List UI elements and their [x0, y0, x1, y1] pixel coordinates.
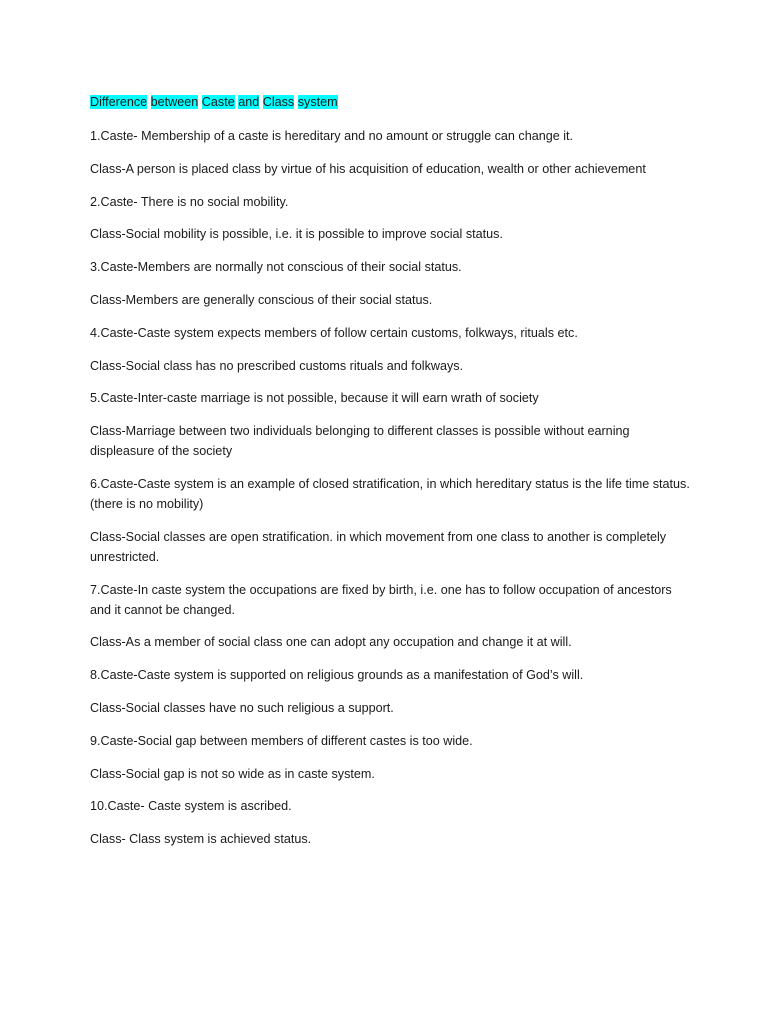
title-word: system [297, 95, 338, 109]
paragraph-caste-3: 3.Caste-Members are normally not conscious of their social status. [90, 260, 462, 275]
document-title [90, 93, 690, 111]
paragraph-caste-6: 6.Caste-Caste system is an example of closed stratification, in which hereditary status is the life time status.(there is no mobility) [90, 476, 690, 511]
title-word: between [150, 95, 199, 109]
paragraph-caste-9: 9.Caste-Social gap between members of different castes is too wide. [90, 733, 473, 748]
paragraph-class-9: Class-Social gap is not so wide as in caste system. [90, 766, 375, 781]
document-body [90, 93, 690, 862]
paragraph-caste-7: 7.Caste-In caste system the occupations are fixed by birth, i.e. one has to follow occupation of ancestors and it cannot be changed. [90, 582, 672, 617]
paragraph-class-1: Class-A person is placed class by virtue of his acquisition of education, wealth or other achievement [90, 161, 646, 176]
paragraph-caste-10: 10.Caste- Caste system is ascribed. [90, 799, 292, 814]
title-word: Class [262, 95, 295, 109]
paragraph-caste-2: 2.Caste- There is no social mobility. [90, 194, 289, 209]
title-word: and [238, 95, 260, 109]
paragraph-class-3: Class-Members are generally conscious of their social status. [90, 292, 433, 307]
paragraph-class-10: Class- Class system is achieved status. [90, 832, 312, 847]
paragraph-class-6: Class-Social classes are open stratification. in which movement from one class to another is completely unrestricted. [90, 529, 667, 564]
paragraph-class-5: Class-Marriage between two individuals belonging to different classes is possible without earning displeasure of the society [90, 424, 630, 459]
paragraph-class-4: Class-Social class has no prescribed customs rituals and folkways. [90, 358, 464, 373]
paragraph-caste-4: 4.Caste-Caste system expects members of follow certain customs, folkways, rituals etc. [90, 325, 578, 340]
paragraph-class-7: Class-As a member of social class one can adopt any occupation and change it at will. [90, 635, 572, 650]
paragraph-caste-5: 5.Caste-Inter-caste marriage is not possible, because it will earn wrath of society [90, 391, 539, 406]
paragraph-caste-1: 1.Caste- Membership of a caste is hereditary and no amount or struggle can change it. [90, 129, 574, 143]
title-word: Caste [201, 95, 235, 109]
title-word: Difference [90, 95, 148, 109]
paragraph-class-2: Class-Social mobility is possible, i.e. it is possible to improve social status. [90, 227, 503, 242]
paragraph-caste-8: 8.Caste-Caste system is supported on religious grounds as a manifestation of God’s will. [90, 668, 584, 683]
paragraph-class-8: Class-Social classes have no such religious a support. [90, 700, 394, 715]
